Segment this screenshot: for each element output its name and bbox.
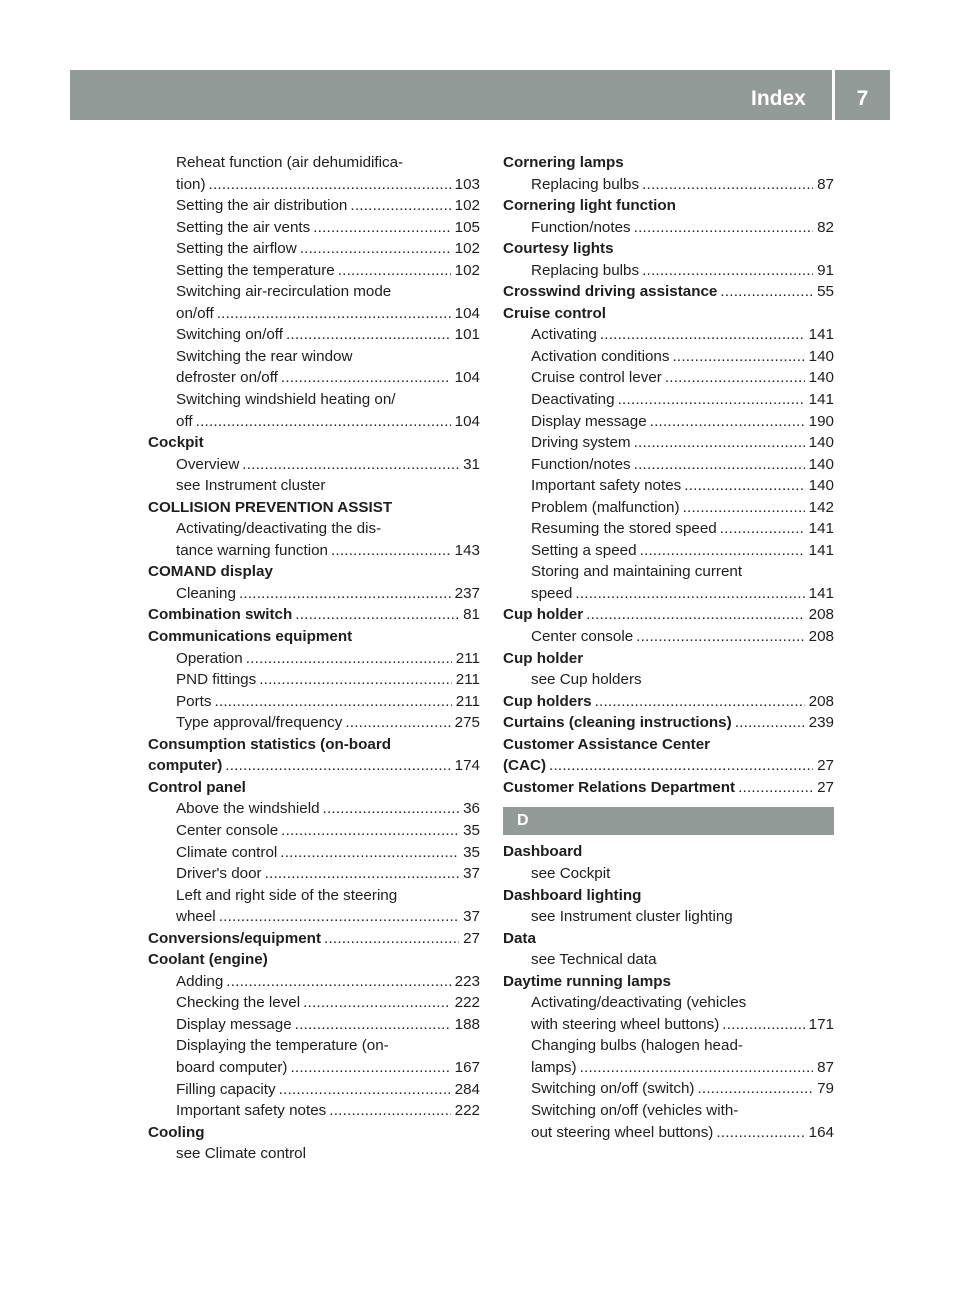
dot-leader xyxy=(328,540,451,562)
index-subentry xyxy=(148,1079,480,1101)
page-reference[interactable]: 102 xyxy=(454,240,480,258)
index-entry xyxy=(148,734,480,756)
index-subentry xyxy=(148,411,480,433)
entry-text: Above the windshield xyxy=(176,800,320,818)
index-entry xyxy=(148,626,480,648)
entry-text: Setting the air distribution xyxy=(176,197,348,215)
page-reference[interactable]: 91 xyxy=(817,261,834,279)
dot-leader xyxy=(637,540,805,562)
page-reference[interactable]: 143 xyxy=(454,541,480,559)
entry-text: Switching on/off xyxy=(176,326,283,344)
index-subentry xyxy=(503,346,834,368)
entry-text: Customer Assistance Center xyxy=(503,735,711,753)
entry-text: off xyxy=(176,412,193,430)
entry-text: Combination switch xyxy=(148,606,293,624)
dot-leader xyxy=(223,971,450,993)
index-subentry xyxy=(148,389,480,411)
index-subentry xyxy=(503,1100,834,1122)
index-entry xyxy=(148,432,480,454)
entry-text: lamps) xyxy=(531,1058,577,1076)
page-reference[interactable]: 208 xyxy=(808,692,834,710)
dot-leader xyxy=(310,217,450,239)
index-subentry xyxy=(503,992,834,1014)
dot-leader xyxy=(583,604,805,626)
index-subentry xyxy=(148,906,480,928)
section-header: D xyxy=(503,807,834,835)
dot-leader xyxy=(631,217,813,239)
index-subentry xyxy=(148,152,480,174)
index-subentry xyxy=(503,497,834,519)
page-reference[interactable]: 37 xyxy=(463,908,480,926)
dot-leader xyxy=(222,755,450,777)
entry-text: Important safety notes xyxy=(176,1102,327,1120)
entry-text: Activating/deactivating (vehicles xyxy=(531,994,747,1012)
page-reference[interactable]: 101 xyxy=(454,326,480,344)
entry-text: out steering wheel buttons) xyxy=(531,1123,714,1141)
index-subentry xyxy=(148,648,480,670)
dot-leader xyxy=(680,497,805,519)
index-subentry xyxy=(148,281,480,303)
page-reference[interactable]: 36 xyxy=(463,800,480,818)
page-reference[interactable]: 211 xyxy=(455,692,480,710)
page-reference[interactable]: 188 xyxy=(454,1015,480,1033)
index-entry xyxy=(503,152,834,174)
entry-text: Conversions/equipment xyxy=(148,929,321,947)
page-reference[interactable]: 222 xyxy=(454,994,480,1012)
entry-text: Overview xyxy=(176,455,240,473)
entry-text: Cruise control xyxy=(503,304,606,322)
dot-leader xyxy=(320,798,460,820)
index-subentry xyxy=(148,885,480,907)
entry-text: Filling capacity xyxy=(176,1080,276,1098)
page-reference[interactable]: 103 xyxy=(454,175,480,193)
index-subentry xyxy=(503,411,834,433)
page-reference[interactable]: 237 xyxy=(454,584,480,602)
dot-leader xyxy=(633,626,805,648)
page-reference[interactable]: 141 xyxy=(808,326,834,344)
index-subentry xyxy=(503,174,834,196)
index-subentry xyxy=(148,669,480,691)
index-subentry xyxy=(503,561,834,583)
index-subentry xyxy=(148,238,480,260)
entry-text: Curtains (cleaning instructions) xyxy=(503,714,732,732)
entry-text: Courtesy lights xyxy=(503,240,614,258)
dot-leader xyxy=(694,1078,813,1100)
page-title: Index xyxy=(751,87,806,110)
dot-leader xyxy=(631,432,805,454)
page-reference[interactable]: 140 xyxy=(808,477,834,495)
page-reference[interactable]: 190 xyxy=(808,412,834,430)
page-reference[interactable]: 164 xyxy=(808,1123,834,1141)
index-subentry xyxy=(503,1014,834,1036)
entry-text: Switching windshield heating on/ xyxy=(176,391,396,409)
index-subentry xyxy=(148,454,480,476)
page-reference[interactable]: 142 xyxy=(808,498,834,516)
entry-text: see Cockpit xyxy=(531,864,611,882)
index-subentry xyxy=(503,260,834,282)
index-subentry xyxy=(503,863,834,885)
index-subentry xyxy=(148,195,480,217)
index-entry xyxy=(503,971,834,993)
entry-text: Checking the level xyxy=(176,994,301,1012)
dot-leader xyxy=(321,928,459,950)
index-entry xyxy=(148,777,480,799)
dot-leader xyxy=(615,389,805,411)
index-subentry xyxy=(148,691,480,713)
index-subentry xyxy=(148,971,480,993)
index-subentry xyxy=(148,1100,480,1122)
entry-text: Cup holder xyxy=(503,606,584,624)
entry-text: Switching the rear window xyxy=(176,347,353,365)
index-subentry xyxy=(503,626,834,648)
dot-leader xyxy=(278,367,451,389)
index-entry xyxy=(148,755,480,777)
dot-leader xyxy=(287,1057,450,1079)
entry-text: Activation conditions xyxy=(531,347,670,365)
entry-text: Switching on/off (vehicles with- xyxy=(531,1101,739,1119)
dot-leader xyxy=(713,1122,804,1144)
entry-text: Cruise control lever xyxy=(531,369,662,387)
page-reference[interactable]: 208 xyxy=(808,606,834,624)
dot-leader xyxy=(236,583,451,605)
page-reference[interactable]: 275 xyxy=(454,714,480,732)
entry-text: see Cup holders xyxy=(531,671,642,689)
entry-text: see Instrument cluster xyxy=(176,477,326,495)
entry-text: Type approval/frequency xyxy=(176,714,343,732)
index-subentry xyxy=(148,260,480,282)
index-subentry xyxy=(148,174,480,196)
index-subentry xyxy=(503,669,834,691)
entry-text: Deactivating xyxy=(531,391,615,409)
entry-text: Setting the airflow xyxy=(176,240,297,258)
index-entry xyxy=(503,885,834,907)
page-reference[interactable]: 171 xyxy=(808,1015,834,1033)
dot-leader xyxy=(572,583,804,605)
entry-text: Dashboard lighting xyxy=(503,886,642,904)
entry-text: see Instrument cluster lighting xyxy=(531,908,733,926)
index-entry xyxy=(503,777,834,799)
dot-leader xyxy=(292,604,459,626)
page-reference[interactable]: 141 xyxy=(808,391,834,409)
index-subentry xyxy=(148,1035,480,1057)
index-column-left xyxy=(148,152,480,1165)
entry-text: Display message xyxy=(176,1015,292,1033)
dot-leader xyxy=(347,195,450,217)
dot-leader xyxy=(639,260,813,282)
index-entry xyxy=(503,281,834,303)
index-subentry xyxy=(503,389,834,411)
index-column-right xyxy=(503,152,834,1143)
entry-text: Climate control xyxy=(176,843,278,861)
entry-text: Customer Relations Department xyxy=(503,778,736,796)
index-subentry xyxy=(503,1035,834,1057)
entry-text: Replacing bulbs xyxy=(531,261,640,279)
dot-leader xyxy=(256,669,452,691)
index-subentry xyxy=(148,1057,480,1079)
dot-leader xyxy=(647,411,805,433)
entry-text: Operation xyxy=(176,649,243,667)
page-number: 7 xyxy=(856,87,869,110)
index-entry xyxy=(503,238,834,260)
index-subentry xyxy=(503,217,834,239)
entry-text: tance warning function xyxy=(176,541,328,559)
dot-leader xyxy=(735,777,813,799)
entry-text: wheel xyxy=(176,908,216,926)
entry-text: Setting the temperature xyxy=(176,261,335,279)
page-reference[interactable]: 81 xyxy=(463,606,480,624)
entry-text: Cleaning xyxy=(176,584,236,602)
index-subentry xyxy=(503,906,834,928)
index-entry xyxy=(148,949,480,971)
dot-leader xyxy=(592,691,805,713)
entry-text: Center console xyxy=(531,628,634,646)
index-subentry xyxy=(148,324,480,346)
index-entry xyxy=(503,691,834,713)
index-entry xyxy=(503,734,834,756)
entry-text: Important safety notes xyxy=(531,477,682,495)
dot-leader xyxy=(597,324,805,346)
index-entry xyxy=(503,755,834,777)
page-reference[interactable]: 104 xyxy=(454,369,480,387)
entry-text: Switching on/off (switch) xyxy=(531,1080,695,1098)
index-subentry xyxy=(148,712,480,734)
entry-text: Changing bulbs (halogen head- xyxy=(531,1037,743,1055)
index-entry xyxy=(503,303,834,325)
dot-leader xyxy=(326,1100,450,1122)
entry-text: see Climate control xyxy=(176,1145,306,1163)
page-reference[interactable]: 31 xyxy=(463,455,480,473)
index-subentry xyxy=(148,518,480,540)
page-reference[interactable]: 27 xyxy=(817,778,834,796)
dot-leader xyxy=(292,1014,451,1036)
index-entry xyxy=(503,604,834,626)
dot-leader xyxy=(216,906,459,928)
page-reference[interactable]: 211 xyxy=(455,671,480,689)
index-entry xyxy=(503,648,834,670)
page-reference[interactable]: 141 xyxy=(808,584,834,602)
page-reference[interactable]: 208 xyxy=(808,628,834,646)
entry-text: speed xyxy=(531,584,573,602)
entry-text: with steering wheel buttons) xyxy=(531,1015,720,1033)
page-reference[interactable]: 140 xyxy=(808,434,834,452)
entry-text: Function/notes xyxy=(531,455,631,473)
entry-text: tion) xyxy=(176,175,206,193)
entry-text: computer) xyxy=(148,757,223,775)
dot-leader xyxy=(717,281,813,303)
index-subentry xyxy=(503,949,834,971)
dot-leader xyxy=(342,712,450,734)
page-reference[interactable]: 174 xyxy=(454,757,480,775)
index-entry xyxy=(503,195,834,217)
page-reference[interactable]: 167 xyxy=(454,1058,480,1076)
index-subentry xyxy=(148,1014,480,1036)
index-subentry xyxy=(148,798,480,820)
dot-leader xyxy=(662,367,805,389)
index-subentry xyxy=(148,346,480,368)
dot-leader xyxy=(211,691,451,713)
entry-text: COMAND display xyxy=(148,563,273,581)
dot-leader xyxy=(631,454,805,476)
index-entry xyxy=(148,561,480,583)
entry-text: Dashboard xyxy=(503,843,583,861)
entry-text: Displaying the temperature (on- xyxy=(176,1037,389,1055)
index-subentry xyxy=(503,1078,834,1100)
entry-text: Activating/deactivating the dis- xyxy=(176,520,382,538)
index-entry xyxy=(148,604,480,626)
page-reference[interactable]: 140 xyxy=(808,347,834,365)
dot-leader xyxy=(239,454,459,476)
entry-text: Driver's door xyxy=(176,865,262,883)
index-subentry xyxy=(503,518,834,540)
dot-leader xyxy=(335,260,451,282)
entry-text: Crosswind driving assistance xyxy=(503,283,718,301)
entry-text: Communications equipment xyxy=(148,628,353,646)
page-reference[interactable]: 141 xyxy=(808,541,834,559)
entry-text: (CAC) xyxy=(503,757,547,775)
page-reference[interactable]: 140 xyxy=(808,369,834,387)
entry-text: Problem (malfunction) xyxy=(531,498,680,516)
entry-text: Cornering lamps xyxy=(503,154,624,171)
index-subentry xyxy=(148,583,480,605)
index-subentry xyxy=(148,842,480,864)
page-reference[interactable]: 87 xyxy=(817,1058,834,1076)
index-subentry xyxy=(148,475,480,497)
index-subentry xyxy=(503,540,834,562)
entry-text: COLLISION PREVENTION ASSIST xyxy=(148,498,393,516)
dot-leader xyxy=(193,411,451,433)
entry-text: Setting the air vents xyxy=(176,218,311,236)
index-subentry xyxy=(148,303,480,325)
page-reference[interactable]: 35 xyxy=(463,821,480,839)
page-reference[interactable]: 27 xyxy=(817,757,834,775)
entry-text: Cup holder xyxy=(503,649,584,667)
index-subentry xyxy=(148,367,480,389)
entry-text: Left and right side of the steering xyxy=(176,886,398,904)
page-reference[interactable]: 284 xyxy=(454,1080,480,1098)
entry-text: Adding xyxy=(176,972,224,990)
page-reference[interactable]: 37 xyxy=(463,865,480,883)
dot-leader xyxy=(300,992,451,1014)
page-reference[interactable]: 141 xyxy=(808,520,834,538)
page-reference[interactable]: 82 xyxy=(817,218,834,236)
page-reference[interactable]: 102 xyxy=(454,261,480,279)
dot-leader xyxy=(669,346,804,368)
index-subentry xyxy=(148,820,480,842)
dot-leader xyxy=(276,1079,451,1101)
index-subentry xyxy=(503,475,834,497)
entry-text: Storing and maintaining current xyxy=(531,563,743,581)
entry-text: Display message xyxy=(531,412,647,430)
dot-leader xyxy=(732,712,805,734)
entry-text: Cup holders xyxy=(503,692,592,710)
index-subentry xyxy=(503,454,834,476)
index-subentry xyxy=(503,1057,834,1079)
dot-leader xyxy=(277,842,459,864)
index-entry xyxy=(148,928,480,950)
page-reference[interactable]: 211 xyxy=(455,649,480,667)
page-reference[interactable]: 102 xyxy=(454,197,480,215)
index-entry xyxy=(503,928,834,950)
dot-leader xyxy=(681,475,804,497)
dot-leader xyxy=(262,863,459,885)
index-subentry xyxy=(148,217,480,239)
entry-text: Driving system xyxy=(531,434,631,452)
entry-text: Ports xyxy=(176,692,212,710)
page-reference[interactable]: 35 xyxy=(463,843,480,861)
entry-text: Cockpit xyxy=(148,434,204,452)
page-reference[interactable]: 55 xyxy=(817,283,834,301)
dot-leader xyxy=(719,1014,804,1036)
entry-text: see Technical data xyxy=(531,951,657,969)
index-entry xyxy=(503,712,834,734)
page-reference[interactable]: 222 xyxy=(454,1102,480,1120)
entry-text: defroster on/off xyxy=(176,369,278,387)
entry-text: board computer) xyxy=(176,1058,288,1076)
page-reference[interactable]: 104 xyxy=(454,412,480,430)
entry-text: Resuming the stored speed xyxy=(531,520,717,538)
page-reference[interactable]: 105 xyxy=(454,218,480,236)
entry-text: Cornering light function xyxy=(503,197,676,215)
index-subentry xyxy=(148,992,480,1014)
entry-text: Control panel xyxy=(148,778,246,796)
dot-leader xyxy=(214,303,451,325)
entry-text: Replacing bulbs xyxy=(531,175,640,193)
dot-leader xyxy=(717,518,805,540)
entry-text: Function/notes xyxy=(531,218,631,236)
index-subentry xyxy=(503,367,834,389)
entry-text: Consumption statistics (on-board xyxy=(148,735,391,753)
entry-text: Daytime running lamps xyxy=(503,972,671,990)
dot-leader xyxy=(206,174,451,196)
index-subentry xyxy=(503,583,834,605)
entry-text: Reheat function (air dehumidifica- xyxy=(176,154,404,171)
dot-leader xyxy=(577,1057,814,1079)
entry-text: on/off xyxy=(176,304,214,322)
page-reference[interactable]: 104 xyxy=(454,304,480,322)
entry-text: Coolant (engine) xyxy=(148,951,268,969)
page-reference[interactable]: 27 xyxy=(463,929,480,947)
page-reference[interactable]: 87 xyxy=(817,175,834,193)
entry-text: Switching air-recirculation mode xyxy=(176,283,392,301)
entry-text: Center console xyxy=(176,821,279,839)
index-subentry xyxy=(148,1143,480,1165)
index-subentry xyxy=(503,1122,834,1144)
entry-text: PND fittings xyxy=(176,671,257,689)
index-subentry xyxy=(148,863,480,885)
index-subentry xyxy=(148,540,480,562)
index-entry xyxy=(148,1122,480,1144)
dot-leader xyxy=(639,174,813,196)
index-subentry xyxy=(503,432,834,454)
entry-text: Activating xyxy=(531,326,597,344)
page-reference[interactable]: 223 xyxy=(454,972,480,990)
dot-leader xyxy=(297,238,451,260)
page-reference[interactable]: 239 xyxy=(808,714,834,732)
entry-text: Setting a speed xyxy=(531,541,637,559)
entry-text: Cooling xyxy=(148,1123,205,1141)
dot-leader xyxy=(278,820,459,842)
index-entry xyxy=(503,841,834,863)
dot-leader xyxy=(283,324,451,346)
entry-text: Data xyxy=(503,929,536,947)
page-reference[interactable]: 140 xyxy=(808,455,834,473)
index-entry xyxy=(148,497,480,519)
dot-leader xyxy=(243,648,452,670)
dot-leader xyxy=(546,755,813,777)
page-reference[interactable]: 79 xyxy=(817,1080,834,1098)
index-subentry xyxy=(503,324,834,346)
